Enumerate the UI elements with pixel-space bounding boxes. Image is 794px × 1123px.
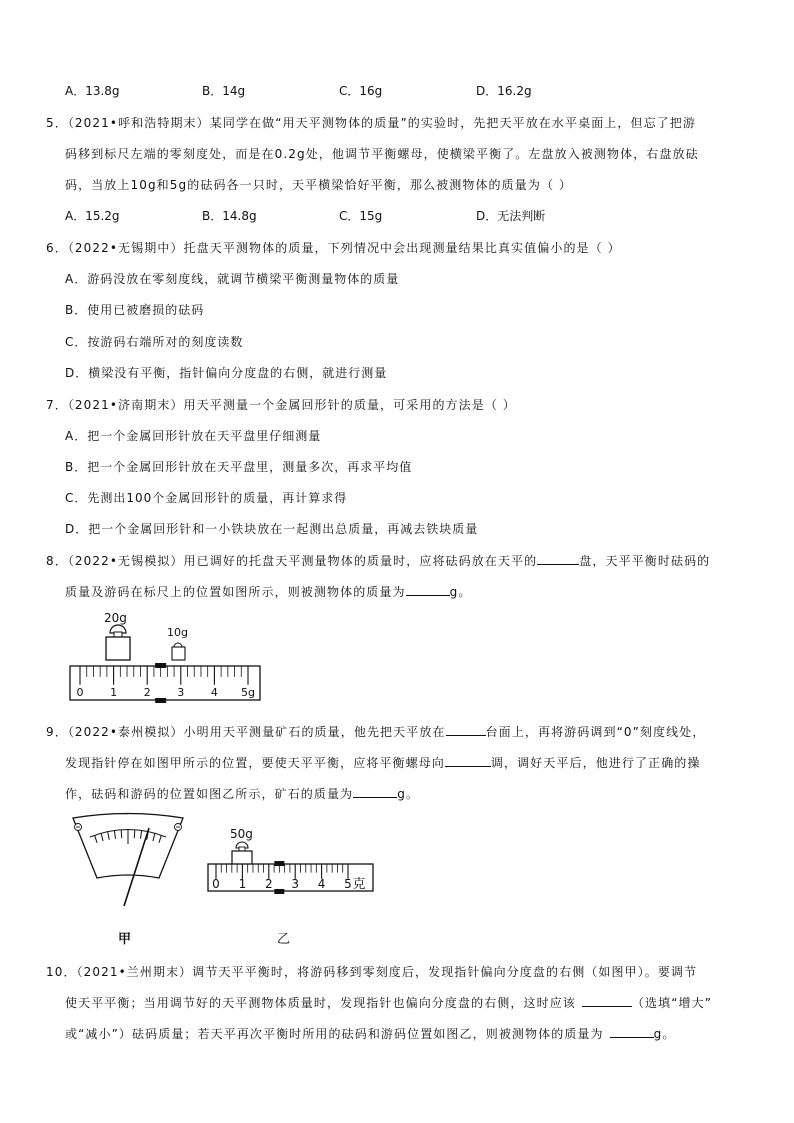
q9-scale-tick-label: 2 (264, 877, 273, 891)
q8-stem-line2 (65, 583, 471, 600)
q8-rider-bottom (155, 698, 166, 703)
q6-option-b: B．使用已被磨损的砝码 (65, 303, 205, 317)
q9-blank-direction[interactable] (445, 754, 491, 767)
q9-weight-label: 50g (230, 827, 253, 841)
q8-scale-tick-label: 0 (76, 686, 84, 699)
q9-blank-surface[interactable] (446, 723, 486, 736)
q8-scale-tick-label: 4 (210, 686, 218, 699)
q10-text-b: （选填“增大” (631, 996, 713, 1010)
q9-rider-bottom (274, 889, 284, 894)
q8-stem-line1 (46, 552, 710, 569)
q8-text-c: 质量及游码在标尺上的位置如图所示，则被测物体的质量为 (65, 585, 406, 599)
q10-blank-adjust[interactable] (582, 994, 632, 1007)
q7-option-a: A．把一个金属回形针放在天平盘里仔细测量 (65, 429, 322, 443)
q9-blank-mass[interactable] (353, 785, 397, 798)
q10-blank-mass[interactable] (610, 1025, 654, 1038)
q6-option-a: A．游码没放在零刻度线，就调节横梁平衡测量物体的质量 (65, 272, 400, 286)
q4-options (65, 82, 613, 99)
q5-option-b: B．14.8g (202, 209, 257, 223)
q9-weight-50g (232, 842, 252, 867)
q4-option-c: C．16g (339, 84, 383, 98)
q9-text-f: g。 (397, 787, 420, 801)
q10-stem-line3 (65, 1025, 675, 1042)
q7-option-d: D．把一个金属回形针和一小铁块放在一起测出总质量，再减去铁块质量 (65, 522, 479, 536)
q9-scale-tick-label: 3 (291, 877, 300, 891)
q10-text-d: g。 (653, 1027, 676, 1041)
q9-dial-figure (66, 808, 196, 948)
q8-scale (70, 663, 260, 703)
q8-balance-figure (66, 606, 266, 706)
q9-label-yi: 乙 (277, 932, 291, 947)
q8-blank-mass[interactable] (406, 583, 450, 596)
q4-option-d: D．16.2g (476, 84, 532, 98)
q5-stem-line2: 码移到标尺左端的零刻度处，而是在0.2g处，他调节平衡螺母，使横梁平衡了。左盘放入被测物体，右盘放砝 (65, 147, 699, 161)
q8-scale-tick-label: 5g (241, 686, 255, 699)
q9-scale-unit-label: 克 (352, 877, 366, 892)
q5-option-a: A．15.2g (65, 209, 120, 223)
q9-stem-line1 (46, 723, 705, 740)
q6-option-d: D．横梁没有平衡，指针偏向分度盘的右侧，就进行测量 (65, 366, 388, 380)
q9-text-d: 调，调好天平后，他进行了正确的操 (490, 756, 701, 770)
q10-text-c: 或“减小”）砝码质量；若天平再次平衡时所用的砝码和游码位置如图乙，则被测物体的质量为 (65, 1027, 604, 1041)
q8-scale-tick-label: 2 (143, 686, 151, 699)
q7-stem: 7．（2021•济南期末）用天平测量一个金属回形针的质量，可采用的方法是（ ） (46, 398, 516, 412)
q9-dial-outline (73, 814, 183, 879)
q9-scale-tick-label: 4 (317, 877, 326, 891)
q9-text-a: 9．（2022•泰州模拟）小明用天平测量矿石的质量，他先把天平放在 (46, 725, 446, 739)
q8-weight2-label: 10g (167, 626, 188, 639)
q8-weight-10g (172, 643, 185, 660)
q7-option-c: C．先测出100个金属回形针的质量，再计算求得 (65, 491, 348, 505)
q9-scale-tick-label: 0 (212, 877, 220, 891)
q7-option-b: B．把一个金属回形针放在天平盘里，测量多次，再求平均值 (65, 460, 413, 474)
q8-weight-20g (106, 625, 130, 660)
q9-dial-tick (134, 830, 135, 838)
q9-stem-line3 (65, 785, 419, 802)
q5-option-d: D．无法判断 (476, 209, 546, 223)
q9-rider-top (274, 861, 284, 866)
q5-option-c: C．15g (339, 209, 383, 223)
q4-option-b: B．14g (202, 84, 246, 98)
q10-stem-line2 (65, 994, 712, 1011)
q9-text-b: 台面上，再将游码调到“0”刻度线处， (485, 725, 706, 739)
q8-text-b: 盘，天平平衡时砝码的 (579, 554, 711, 568)
q10-stem-line1: 10．（2021•兰州期末）调节天平平衡时，将游码移到零刻度后，发现指针偏向分度盘的右侧（如图甲）。要调节 (46, 965, 698, 979)
q8-blank-pan[interactable] (537, 552, 579, 565)
q8-text-d: g。 (449, 585, 472, 599)
q6-stem: 6．（2022•无锡期中）托盘天平测物体的质量，下列情况中会出现测量结果比真实值偏小的是（ ） (46, 241, 621, 255)
q8-scale-tick-label: 1 (110, 686, 118, 699)
q4-option-a: A．13.8g (65, 84, 120, 98)
q5-stem-line3: 码，当放上10g和5g的砝码各一只时，天平横梁恰好平衡，那么被测物体的质量为（ ） (65, 178, 573, 192)
q9-dial-tick (121, 830, 122, 838)
q5-options (65, 207, 613, 224)
q9-text-e: 作，砝码和游码的位置如图乙所示，矿石的质量为 (65, 787, 354, 801)
q8-text-a: 8．（2022•无锡模拟）用已调好的托盘天平测量物体的质量时，应将砝码放在天平的 (46, 554, 538, 568)
q10-text-a: 使天平平衡；当用调节好的天平测物体质量时，发现指针也偏向分度盘的右侧，这时应该 (65, 996, 576, 1010)
q9-stem-line2 (65, 754, 701, 771)
q8-weight1-label: 20g (104, 611, 127, 625)
q9-scale-tick-label: 5 (344, 877, 352, 891)
q9-label-jia: 甲 (118, 932, 132, 947)
q9-text-c: 发现指针停在如图甲所示的位置，要使天平平衡，应将平衡螺母向 (65, 756, 445, 770)
q9-balance-figure (205, 826, 385, 952)
q9-scale (208, 861, 373, 894)
q8-rider-top (155, 663, 166, 668)
q9-scale-tick-label: 1 (238, 877, 247, 891)
q8-scale-tick-label: 3 (177, 686, 185, 699)
q5-stem-line1: 5．（2021•呼和浩特期末）某同学在做“用天平测物体的质量”的实验时，先把天平放在水平桌面上，但忘了把游 (46, 116, 696, 130)
q6-option-c: C．按游码右端所对的刻度读数 (65, 335, 244, 349)
